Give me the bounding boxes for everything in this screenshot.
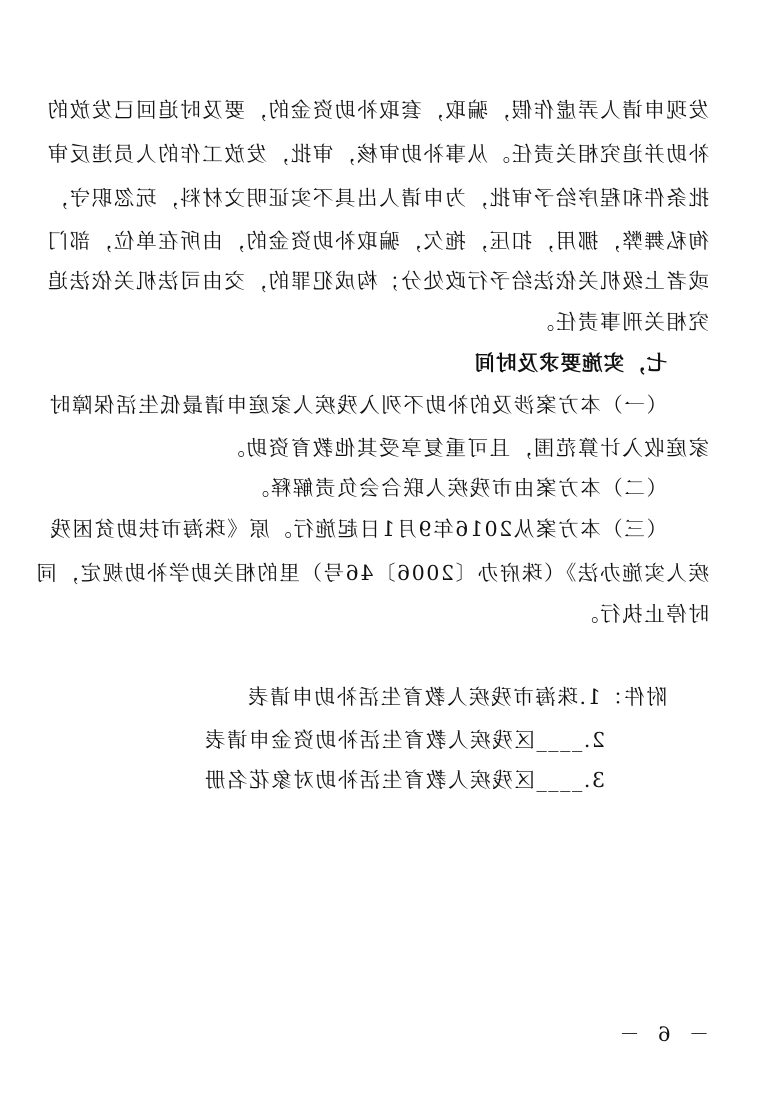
attachment-item: 附件：1.珠海市残疾人教育生活补助申请表 [246,685,667,709]
body-line: 家庭收入计算范围，且可重复享受其他教育资助。 [222,436,709,460]
body-line: 批条件和程序给予审批，为申请人出具不实证明文材料，玩忽职守， [46,186,709,210]
body-line: （一）本方案涉及的补助不列入残疾人家庭申请最低生活保障时 [48,393,667,417]
body-line: （二）本方案由市残疾人联合会负责解释。 [247,476,667,500]
body-line: （三）本方案从2016年9月1日起施行。原《珠海市扶助贫困残 [48,517,667,541]
page-number: － 6 － [613,1022,709,1046]
body-line: 究相关刑事责任。 [532,310,709,334]
body-line: 或者上级机关依法给予行政处分；构成犯罪的，交由司法机关依法追 [46,269,709,293]
attachment-item: 2.____区残疾人教育生活补助资金申请表 [203,728,605,752]
body-line: 发现申请人弄虚作假，骗取，套取补助资金的，要及时追回已发放的 [46,98,709,122]
body-line: 补助并追究相关责任。从事补助审核，审批，发放工作的人员违反审 [46,142,709,166]
body-line: 疾人实施办法》（珠府办〔2006〕46号）里的相关助学补助规定，同 [34,561,709,585]
body-line: 时停止执行。 [576,602,709,626]
attachment-item: 3.____区残疾人教育生活补助对象花名册 [203,768,605,792]
section-heading: 七，实施要求及时间 [473,351,667,375]
body-line: 徇私舞弊，挪用，扣压，拖欠，骗取补助资金的，由所在单位，部门 [46,229,709,253]
